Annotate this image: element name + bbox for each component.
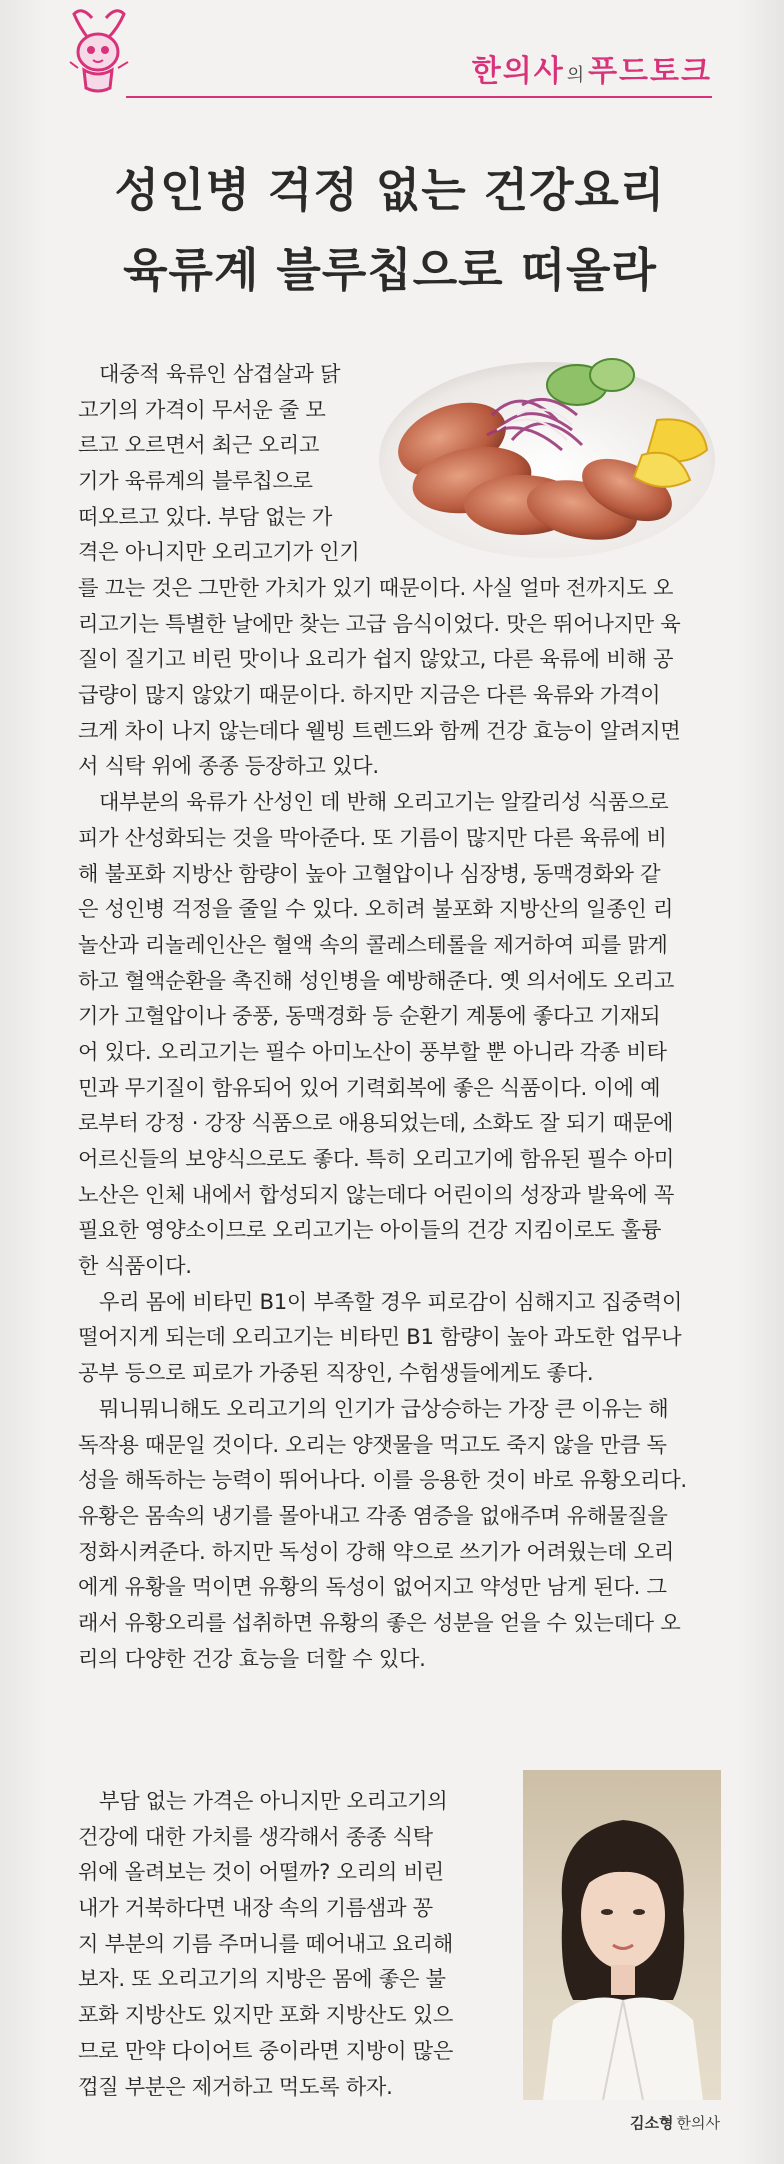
column-title-connector: 의 [566, 65, 587, 86]
author-name: 김소형 [630, 2114, 674, 2132]
article-line: 르고 오르면서 최근 오리고 [78, 432, 320, 458]
header-divider [126, 96, 712, 98]
article-line: 필요한 영양소이므로 오리고기는 아이들의 건강 지킴이로도 훌륭 [78, 1217, 662, 1243]
article-line: 성을 해독하는 능력이 뛰어나다. 이를 응용한 것이 바로 유황오리다. [78, 1467, 687, 1493]
article-line: 내가 거북하다면 내장 속의 기름샘과 꽁 [78, 1895, 433, 1921]
headline-line-2: 육류계 블루칩으로 떠올라 [123, 243, 657, 297]
article-line: 뭐니뭐니해도 오리고기의 인기가 급상승하는 가장 큰 이유는 해 [99, 1395, 669, 1421]
column-title [472, 46, 712, 90]
headline [80, 150, 700, 310]
article-line: 로부터 강정 · 강장 식품으로 애용되었는데, 소화도 잘 되기 때문에 [78, 1110, 674, 1136]
article-line: 건강에 대한 가치를 생각해서 종종 식탁 [78, 1823, 433, 1849]
article-line: 해 불포화 지방산 함량이 높아 고혈압이나 심장병, 동맥경화와 같 [78, 860, 661, 886]
author-byline [630, 2112, 720, 2133]
article-line: 놀산과 리놀레인산은 혈액 속의 콜레스테롤을 제거하여 피를 맑게 [78, 931, 668, 957]
article-line: 껍질 부분은 제거하고 먹도록 하자. [78, 2073, 393, 2099]
article-body [78, 570, 718, 1676]
article-line: 질이 질기고 비린 맛이나 요리가 쉽지 않았고, 다른 육류에 비해 공 [78, 646, 674, 672]
article-line: 정화시켜준다. 하지만 독성이 강해 약으로 쓰기가 어려웠는데 오리 [78, 1538, 674, 1564]
article-line: 기가 육류계의 블루칩으로 [78, 468, 313, 494]
article-line: 부담 없는 가격은 아니지만 오리고기의 [99, 1788, 448, 1813]
article-line: 급량이 많지 않았기 때문이다. 하지만 지금은 다른 육류와 가격이 [78, 682, 661, 708]
article-closing [78, 1783, 508, 2104]
article-line: 유황은 몸속의 냉기를 몰아내고 각종 염증을 없애주며 유해물질을 [78, 1502, 668, 1528]
article-line: 하고 혈액순환을 촉진해 성인병을 예방해준다. 옛 의서에도 오리고 [78, 967, 674, 993]
article-line: 래서 유황오리를 섭취하면 유황의 좋은 성분을 얻을 수 있는데다 오 [78, 1609, 681, 1635]
article-line: 위에 올려보는 것이 어떨까? 오리의 비린 [78, 1859, 444, 1885]
article-line: 포화 지방산도 있지만 포화 지방산도 있으 [78, 2002, 454, 2028]
article-line: 므로 만약 다이어트 중이라면 지방이 많은 [78, 2037, 454, 2063]
article-line: 떨어지게 되는데 오리고기는 비타민 B1 함량이 높아 과도한 업무나 [78, 1324, 682, 1350]
article-intro-wrapped [78, 356, 718, 570]
article-line: 리의 다양한 건강 효능을 더할 수 있다. [78, 1645, 426, 1671]
article-line: 기가 고혈압이나 중풍, 동맥경화 등 순환기 계통에 좋다고 기재되 [78, 1003, 661, 1029]
headline-line-1: 성인병 걱정 없는 건강요리 [114, 163, 666, 217]
article-line: 어 있다. 오리고기는 필수 아미노산이 풍부할 뿐 아니라 각종 비타 [78, 1038, 667, 1064]
article-line: 민과 무기질이 함유되어 있어 기력회복에 좋은 식품이다. 이에 예 [78, 1074, 661, 1100]
article-line: 어르신들의 보양식으로도 좋다. 특히 오리고기에 함유된 필수 아미 [78, 1146, 674, 1171]
article-line: 고기의 가격이 무서운 줄 모 [78, 396, 326, 422]
article-line: 지 부분의 기름 주머니를 떼어내고 요리해 [78, 1930, 454, 1956]
article-line: 를 끄는 것은 그만한 가치가 있기 때문이다. 사실 얼마 전까지도 오 [78, 575, 674, 600]
article-line: 한 식품이다. [78, 1253, 192, 1279]
article-line: 서 식탁 위에 종종 등장하고 있다. [78, 753, 379, 779]
column-header [62, 8, 712, 98]
article-line: 떠오르고 있다. 부담 없는 가 [78, 503, 333, 529]
column-title-part1: 한의사 [471, 54, 565, 89]
column-title-part2: 푸드토크 [588, 54, 712, 89]
article-line: 피가 산성화되는 것을 막아준다. 또 기름이 많지만 다른 육류에 비 [78, 824, 667, 850]
author-portrait-illustration [523, 1770, 721, 2100]
article-line: 우리 몸에 비타민 B1이 부족할 경우 피로감이 심해지고 집중력이 [99, 1288, 683, 1314]
article-line: 에게 유황을 먹이면 유황의 독성이 없어지고 약성만 남게 된다. 그 [78, 1574, 667, 1600]
article-line: 크게 차이 나지 않는데다 웰빙 트렌드와 함께 건강 효능이 알려지면 [78, 717, 681, 743]
article-line: 노산은 인체 내에서 합성되지 않는데다 어린이의 성장과 발육에 꼭 [78, 1181, 674, 1207]
article-line: 격은 아니지만 오리고기가 인기 [78, 539, 360, 565]
article-line: 리고기는 특별한 날에만 찾는 고급 음식이었다. 맛은 뛰어나지만 육 [78, 610, 681, 636]
article-line: 독작용 때문일 것이다. 오리는 양잿물을 먹고도 죽지 않을 만큼 독 [78, 1431, 667, 1457]
article-line: 은 성인병 걱정을 줄일 수 있다. 오히려 불포화 지방산의 일종인 리 [78, 896, 674, 922]
article-line: 보자. 또 오리고기의 지방은 몸에 좋은 불 [78, 1966, 446, 1992]
article-line: 대중적 육류인 삼겹살과 닭 [99, 361, 341, 386]
rabbit-mascot-icon [62, 8, 132, 100]
article-line: 공부 등으로 피로가 가중된 직장인, 수험생들에게도 좋다. [78, 1360, 594, 1386]
author-title: 한의사 [676, 2114, 720, 2132]
article-line: 대부분의 육류가 산성인 데 반해 오리고기는 알칼리성 식품으로 [99, 789, 669, 815]
author-portrait [523, 1770, 721, 2100]
